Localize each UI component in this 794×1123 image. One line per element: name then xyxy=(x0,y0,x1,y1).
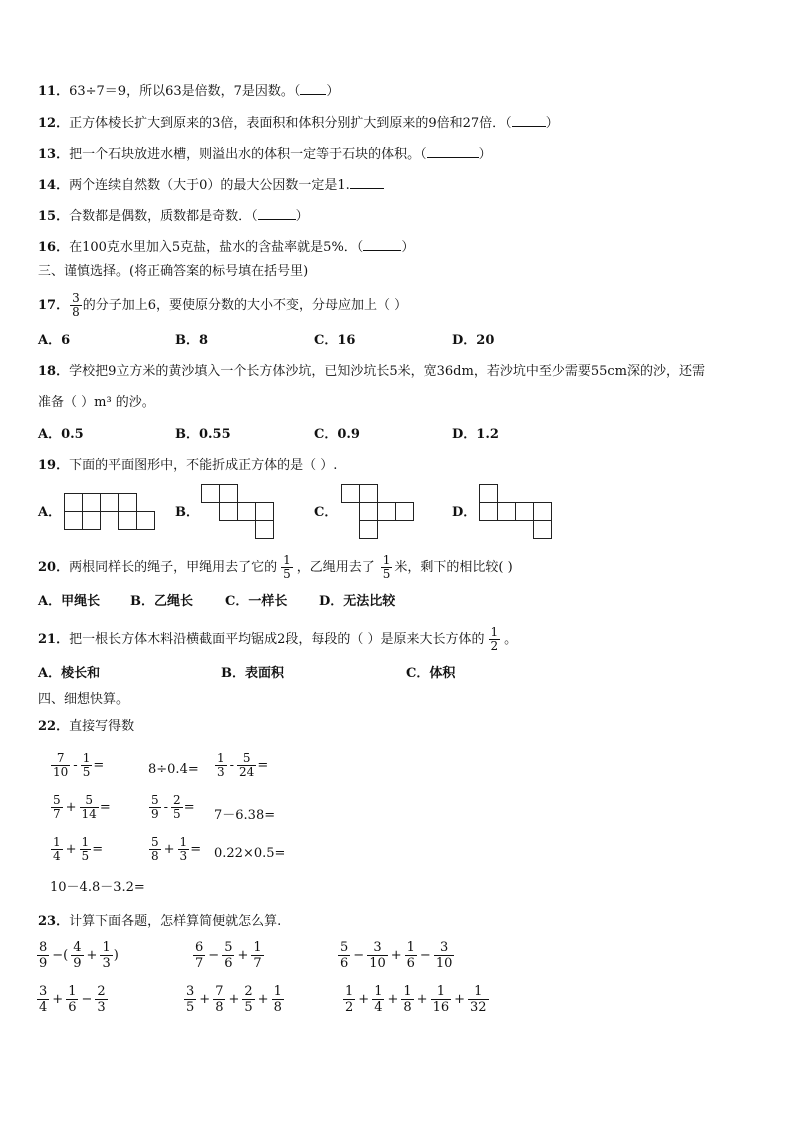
operator: - xyxy=(73,758,78,773)
numerator: 1 xyxy=(179,835,188,849)
operator: − xyxy=(81,992,93,1007)
equals: = xyxy=(257,758,269,773)
answer-blank[interactable] xyxy=(258,208,296,220)
fraction xyxy=(381,554,393,581)
operator: + xyxy=(228,992,240,1007)
operator: + xyxy=(454,992,466,1007)
answer-blank[interactable] xyxy=(350,177,384,189)
q-number: 21． xyxy=(38,631,70,647)
operator: + xyxy=(237,948,249,963)
q20-options xyxy=(38,594,738,610)
denominator: 6 xyxy=(406,956,415,971)
numerator: 1 xyxy=(474,984,483,999)
numerator: 3 xyxy=(373,940,382,955)
denominator: 2 xyxy=(345,1000,354,1015)
numerator: 5 xyxy=(53,793,61,807)
denominator: 3 xyxy=(97,1000,106,1015)
numerator: 7 xyxy=(56,751,65,765)
question-20 xyxy=(38,554,513,581)
denominator: 5 xyxy=(82,765,91,779)
answer-blank[interactable] xyxy=(300,83,326,95)
numerator: 3 xyxy=(39,984,48,999)
q-number: 17． xyxy=(38,297,70,313)
option-b[interactable]: B．乙绳长 xyxy=(130,594,193,609)
operator: + xyxy=(416,992,428,1007)
q-number: 23． xyxy=(38,914,70,929)
denominator: 3 xyxy=(179,849,188,863)
calc-item xyxy=(342,984,490,1015)
q-text: 下面的平面图形中，不能折成正方体的是（ ）. xyxy=(69,458,338,473)
numerator: 1 xyxy=(68,984,77,999)
operator: + xyxy=(390,948,402,963)
numerator: 8 xyxy=(39,940,48,955)
calc-item xyxy=(36,940,119,971)
calc-item: 7－6.38= xyxy=(214,808,276,823)
option-d[interactable]: D．无法比较 xyxy=(319,594,396,609)
q-text-end: ） xyxy=(478,147,492,162)
option-b[interactable]: B．表面积 xyxy=(221,666,284,681)
q-text: 正方体棱长扩大到原来的3倍，表面积和体积分别扩大到原来的9倍和27倍．（ xyxy=(69,116,512,131)
q-number: 14． xyxy=(38,178,70,193)
question-17 xyxy=(38,292,407,319)
numerator: 1 xyxy=(403,984,412,999)
numerator: 1 xyxy=(273,984,282,999)
denominator: 3 xyxy=(102,956,111,971)
numerator: 3 xyxy=(72,291,80,305)
denominator: 6 xyxy=(224,956,233,971)
numerator: 5 xyxy=(224,940,233,955)
denominator: 16 xyxy=(432,1000,450,1015)
denominator: 2 xyxy=(490,639,499,653)
operator: − xyxy=(208,948,220,963)
question-23 xyxy=(38,914,281,930)
denominator: 10 xyxy=(53,765,69,779)
section-heading-4: 四、细想快算。 xyxy=(38,692,130,707)
denominator: 14 xyxy=(81,807,97,821)
denominator: 5 xyxy=(283,567,291,581)
question-18 xyxy=(38,364,705,380)
q-number: 20． xyxy=(38,559,70,575)
option-d[interactable]: D． xyxy=(452,505,477,520)
q-title: 计算下面各题，怎样算简便就怎么算. xyxy=(69,914,282,929)
q-text: 把一根长方体木料沿横截面平均锯成2段，每段的（ ）是原来大长方体的 xyxy=(69,631,485,647)
q-text-end: ） xyxy=(401,240,415,255)
numerator: 1 xyxy=(406,940,415,955)
operator: − xyxy=(419,948,431,963)
operator: + xyxy=(387,992,399,1007)
operator: ) xyxy=(113,948,119,963)
calc-item xyxy=(50,836,103,863)
q-text: 两个连续自然数（大于0）的最大公因数一定是1. xyxy=(69,178,350,193)
operator: + xyxy=(65,842,77,857)
numerator: 6 xyxy=(195,940,204,955)
numerator: 1 xyxy=(53,835,61,849)
numerator: 5 xyxy=(151,793,159,807)
option-c[interactable]: C．一样长 xyxy=(225,594,288,609)
option-a[interactable]: A．甲绳长 xyxy=(38,594,101,609)
denominator: 7 xyxy=(195,956,204,971)
q-text: 把一个石块放进水槽，则溢出水的体积一定等于石块的体积。（ xyxy=(69,147,427,162)
numerator: 1 xyxy=(382,553,391,567)
denominator: 9 xyxy=(39,956,48,971)
calc-item xyxy=(183,984,285,1015)
operator: - xyxy=(163,800,169,815)
option-a[interactable]: A．6 xyxy=(38,333,71,348)
operator: − xyxy=(353,948,365,963)
question-18-cont: 准备（ ）m³ 的沙。 xyxy=(38,395,155,410)
question-19 xyxy=(38,458,337,474)
fraction xyxy=(281,554,293,581)
numerator: 2 xyxy=(97,984,106,999)
q-text-part3: 米，剩下的相比较( ) xyxy=(394,559,513,575)
q-number: 13． xyxy=(38,147,70,162)
equals: = xyxy=(183,800,195,815)
numerator: 7 xyxy=(215,984,224,999)
q-text-part2: ，乙绳用去了 xyxy=(296,559,375,575)
q18-options xyxy=(38,427,738,443)
question-16 xyxy=(38,239,414,256)
q-text-line1: 学校把9立方米的黄沙填入一个长方体沙坑，已知沙坑长5米，宽36dm，若沙坑中至少需要55cm深的沙，还需 xyxy=(69,364,705,379)
numerator: 1 xyxy=(283,553,291,567)
calc-item: 0.22×0.5= xyxy=(214,846,286,861)
q-text-end: ） xyxy=(545,116,559,131)
calc-item xyxy=(50,794,111,821)
q-title: 直接写得数 xyxy=(69,719,135,734)
denominator: 5 xyxy=(173,807,181,821)
numerator: 1 xyxy=(253,940,262,955)
calc-item: 8÷0.4= xyxy=(148,762,199,777)
numerator: 1 xyxy=(217,751,225,765)
operator: + xyxy=(199,992,211,1007)
denominator: 10 xyxy=(435,956,453,971)
operator: - xyxy=(229,758,235,773)
numerator: 2 xyxy=(244,984,253,999)
option-b[interactable]: B． xyxy=(175,505,199,520)
q-number: 11． xyxy=(38,84,70,99)
calc-item xyxy=(214,752,268,779)
equals: = xyxy=(93,758,105,773)
option-d[interactable]: D．20 xyxy=(452,333,495,348)
q-number: 15． xyxy=(38,209,70,224)
question-15 xyxy=(38,208,309,225)
denominator: 32 xyxy=(470,1000,487,1015)
denominator: 7 xyxy=(53,807,61,821)
numerator: 5 xyxy=(242,751,251,765)
question-22 xyxy=(38,719,134,735)
denominator: 8 xyxy=(403,1000,412,1015)
denominator: 7 xyxy=(253,956,262,971)
denominator: 24 xyxy=(239,765,255,779)
option-a[interactable]: A．棱长和 xyxy=(38,666,101,681)
q-number: 18． xyxy=(38,364,70,379)
option-b[interactable]: B．0.55 xyxy=(175,427,231,442)
denominator: 6 xyxy=(340,956,349,971)
option-b[interactable]: B．8 xyxy=(175,333,209,348)
q-text: 63÷7＝9，所以63是倍数，7是因数。（ xyxy=(69,84,301,99)
calc-item: 10－4.8－3.2= xyxy=(50,880,145,895)
equals: = xyxy=(99,800,111,815)
numerator: 5 xyxy=(151,835,159,849)
q-number: 22． xyxy=(38,719,70,734)
denominator: 4 xyxy=(374,1000,383,1015)
question-21 xyxy=(38,626,517,653)
calc-item xyxy=(337,940,455,971)
calc-item xyxy=(36,984,109,1015)
operator: −( xyxy=(52,948,69,963)
q-text-end: ） xyxy=(295,209,309,224)
operator: + xyxy=(163,842,175,857)
q-number: 12． xyxy=(38,116,70,131)
fraction xyxy=(70,292,82,319)
calc-item xyxy=(192,940,265,971)
q21-options xyxy=(38,666,738,682)
q-number: 16． xyxy=(38,240,70,255)
q-text: 的分子加上6，要使原分数的大小不变，分母应加上（ ） xyxy=(82,297,408,313)
operator: + xyxy=(52,992,64,1007)
numerator: 4 xyxy=(73,940,82,955)
question-14 xyxy=(38,177,384,194)
numerator: 1 xyxy=(374,984,383,999)
operator: + xyxy=(358,992,370,1007)
denominator: 8 xyxy=(215,1000,224,1015)
denominator: 4 xyxy=(53,849,61,863)
operator: + xyxy=(86,948,98,963)
q-text: 在100克水里加入5克盐，盐水的含盐率就是5%．（ xyxy=(69,240,364,255)
numerator: 1 xyxy=(81,835,90,849)
q-number: 19． xyxy=(38,458,70,473)
equals: = xyxy=(92,842,104,857)
calc-item xyxy=(50,752,104,779)
option-c[interactable]: C．16 xyxy=(314,333,356,348)
numerator: 1 xyxy=(490,625,499,639)
numerator: 3 xyxy=(186,984,195,999)
numerator: 5 xyxy=(340,940,349,955)
denominator: 5 xyxy=(186,1000,195,1015)
numerator: 3 xyxy=(439,940,449,955)
denominator: 5 xyxy=(382,567,391,581)
option-c[interactable]: C．0.9 xyxy=(314,427,360,442)
answer-blank[interactable] xyxy=(363,239,401,251)
option-d[interactable]: D．1.2 xyxy=(452,427,499,442)
answer-blank[interactable] xyxy=(427,146,479,158)
denominator: 8 xyxy=(151,849,159,863)
numerator: 2 xyxy=(173,793,181,807)
q-text: 合数都是偶数，质数都是奇数．（ xyxy=(69,209,258,224)
operator: + xyxy=(257,992,269,1007)
denominator: 10 xyxy=(369,956,386,971)
denominator: 8 xyxy=(72,305,80,319)
numerator: 1 xyxy=(436,984,445,999)
denominator: 3 xyxy=(217,765,225,779)
denominator: 6 xyxy=(68,1000,77,1015)
answer-blank[interactable] xyxy=(512,115,546,127)
option-c[interactable]: C． xyxy=(314,505,338,520)
option-c[interactable]: C．体积 xyxy=(406,666,456,681)
option-a[interactable]: A． xyxy=(38,505,62,520)
equals: = xyxy=(190,842,202,857)
denominator: 5 xyxy=(244,1000,253,1015)
denominator: 4 xyxy=(39,1000,48,1015)
option-a[interactable]: A．0.5 xyxy=(38,427,84,442)
fraction xyxy=(489,626,501,653)
q-text-end: 。 xyxy=(504,631,518,647)
denominator: 8 xyxy=(273,1000,282,1015)
q17-options xyxy=(38,333,738,349)
question-12 xyxy=(38,115,559,132)
question-13 xyxy=(38,146,492,163)
denominator: 9 xyxy=(151,807,159,821)
question-11 xyxy=(38,83,339,100)
numerator: 5 xyxy=(85,793,93,807)
numerator: 1 xyxy=(345,984,354,999)
calc-item xyxy=(148,836,201,863)
denominator: 9 xyxy=(73,956,82,971)
section-heading-3: 三、谨慎选择。(将正确答案的标号填在括号里) xyxy=(38,264,309,279)
numerator: 1 xyxy=(102,940,111,955)
calc-item xyxy=(148,794,195,821)
q-text-end: ） xyxy=(326,84,340,99)
q-text-part1: 两根同样长的绳子，甲绳用去了它的 xyxy=(69,559,278,575)
operator: + xyxy=(65,800,77,815)
denominator: 5 xyxy=(81,849,90,863)
numerator: 1 xyxy=(82,751,91,765)
